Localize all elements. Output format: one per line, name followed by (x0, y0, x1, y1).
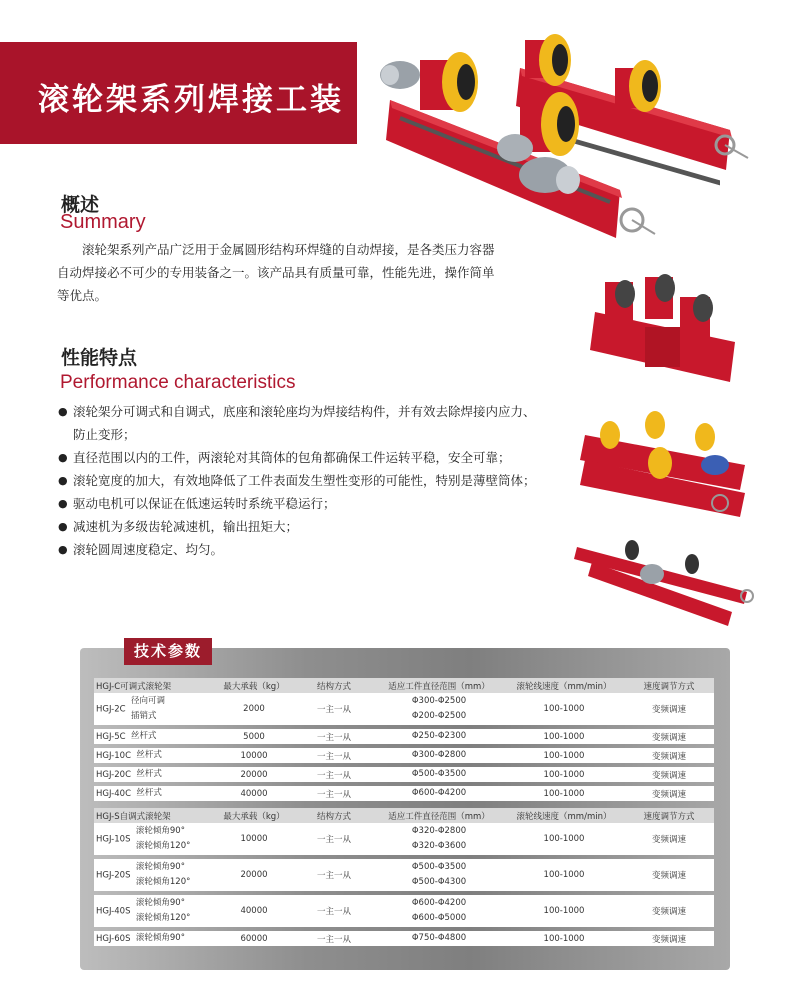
range-cell: Φ750-Φ4800 (374, 931, 504, 946)
structure-cell: 一主一从 (294, 729, 374, 744)
model-cell: HGJ-2C 径向可调 插销式 (94, 693, 214, 725)
model-cell: HGJ-60S 滚轮倾角90° (94, 931, 214, 946)
speed-cell: 100-1000 (504, 895, 624, 927)
performance-list (60, 400, 560, 561)
spec-table-adjustable (94, 678, 714, 801)
speed-cell: 100-1000 (504, 748, 624, 763)
speed-cell: 100-1000 (504, 931, 624, 946)
load-cell: 40000 (214, 786, 294, 801)
load-cell: 60000 (214, 931, 294, 946)
model-cell: HGJ-5C 丝杆式 (94, 729, 214, 744)
range-cell: Φ300-Φ2800 (374, 748, 504, 763)
adjust-cell: 变频调速 (624, 895, 714, 927)
table-row (94, 693, 714, 725)
table-row (94, 895, 714, 927)
structure-cell: 一主一从 (294, 767, 374, 782)
feature-item: ● 滚轮架分可调式和自调式，底座和滚轮座均为焊接结构件，并有效去除焊接内应力、防止变形； (60, 400, 543, 446)
performance-heading-en: Performance characteristics (60, 372, 296, 393)
range-cell: Φ300-Φ2500 Φ200-Φ2500 (374, 693, 504, 725)
table-row (94, 859, 714, 891)
spec-tab-label: 技术参数 (124, 638, 212, 665)
product-image-long-rails (572, 532, 757, 632)
model-cell: HGJ-20C 丝杆式 (94, 767, 214, 782)
table-row (94, 823, 714, 855)
structure-cell: 一主一从 (294, 931, 374, 946)
speed-cell: 100-1000 (504, 786, 624, 801)
table-row (94, 748, 714, 763)
feature-item: ● 滚轮宽度的加大，有效地降低了工件表面发生塑性变形的可能性，特别是薄壁筒体； (60, 469, 560, 492)
table-row (94, 729, 714, 744)
range-cell: Φ600-Φ4200 (374, 786, 504, 801)
structure-cell: 一主一从 (294, 823, 374, 855)
table-row (94, 786, 714, 801)
performance-heading-cn: 性能特点 (61, 347, 138, 369)
speed-cell: 100-1000 (504, 767, 624, 782)
model-cell: HGJ-10S 滚轮倾角90° 滚轮倾角120° (94, 823, 214, 855)
hero-product-image (370, 20, 750, 245)
adjust-cell: 变频调速 (624, 931, 714, 946)
structure-cell: 一主一从 (294, 895, 374, 927)
structure-cell: 一主一从 (294, 786, 374, 801)
structure-cell: 一主一从 (294, 748, 374, 763)
speed-cell: 100-1000 (504, 729, 624, 744)
feature-item: ● 驱动电机可以保证在低速运转时系统平稳运行； (60, 492, 560, 515)
summary-heading-cn: 概述 (61, 194, 100, 216)
load-cell: 40000 (214, 895, 294, 927)
table-row (94, 931, 714, 946)
summary-heading-en: Summary (60, 211, 146, 233)
speed-cell: 100-1000 (504, 859, 624, 891)
adjust-cell: 变频调速 (624, 693, 714, 725)
model-cell: HGJ-40S 滚轮倾角90° 滚轮倾角120° (94, 895, 214, 927)
table-header-row: HGJ-C可调式滚轮架 最大承载（kg） 结构方式 适应工件直径范围（mm） 滚轮线速度（mm/min） 速度调节方式 (94, 678, 714, 693)
adjust-cell: 变频调速 (624, 786, 714, 801)
adjust-cell: 变频调速 (624, 729, 714, 744)
load-cell: 20000 (214, 767, 294, 782)
summary-text: 滚轮架系列产品广泛用于金属圆形结构环焊缝的自动焊接，是各类压力容器自动焊接必不可少的专用装备之一。该产品具有质量可靠，性能先进，操作简单等优点。 (57, 242, 495, 303)
page-title: 滚轮架系列焊接工装 (38, 82, 344, 118)
adjust-cell: 变频调速 (624, 859, 714, 891)
adjust-cell: 变频调速 (624, 767, 714, 782)
range-cell: Φ500-Φ3500 Φ500-Φ4300 (374, 859, 504, 891)
model-cell: HGJ-40C 丝杆式 (94, 786, 214, 801)
range-cell: Φ250-Φ2300 (374, 729, 504, 744)
product-image-compact (585, 272, 745, 397)
spec-table-self-aligning (94, 808, 714, 946)
structure-cell: 一主一从 (294, 859, 374, 891)
range-cell: Φ600-Φ4200 Φ600-Φ5000 (374, 895, 504, 927)
load-cell: 5000 (214, 729, 294, 744)
product-image-blue-motor (580, 405, 750, 520)
feature-item: ● 直径范围以内的工件，两滚轮对其筒体的包角都确保工件运转平稳，安全可靠； (60, 446, 560, 469)
speed-cell: 100-1000 (504, 693, 624, 725)
structure-cell: 一主一从 (294, 693, 374, 725)
range-cell: Φ500-Φ3500 (374, 767, 504, 782)
load-cell: 20000 (214, 859, 294, 891)
model-cell: HGJ-20S 滚轮倾角90° 滚轮倾角120° (94, 859, 214, 891)
load-cell: 2000 (214, 693, 294, 725)
range-cell: Φ320-Φ2800 Φ320-Φ3600 (374, 823, 504, 855)
load-cell: 10000 (214, 823, 294, 855)
load-cell: 10000 (214, 748, 294, 763)
feature-item: ● 减速机为多级齿轮减速机，输出扭矩大； (60, 515, 560, 538)
adjust-cell: 变频调速 (624, 748, 714, 763)
table-header-row: HGJ-S自调式滚轮架 最大承载（kg） 结构方式 适应工件直径范围（mm） 滚轮线速度（mm/min） 速度调节方式 (94, 808, 714, 823)
model-cell: HGJ-10C 丝杆式 (94, 748, 214, 763)
table-row (94, 767, 714, 782)
adjust-cell: 变频调速 (624, 823, 714, 855)
feature-item: ● 滚轮圆周速度稳定、均匀。 (60, 538, 560, 561)
speed-cell: 100-1000 (504, 823, 624, 855)
